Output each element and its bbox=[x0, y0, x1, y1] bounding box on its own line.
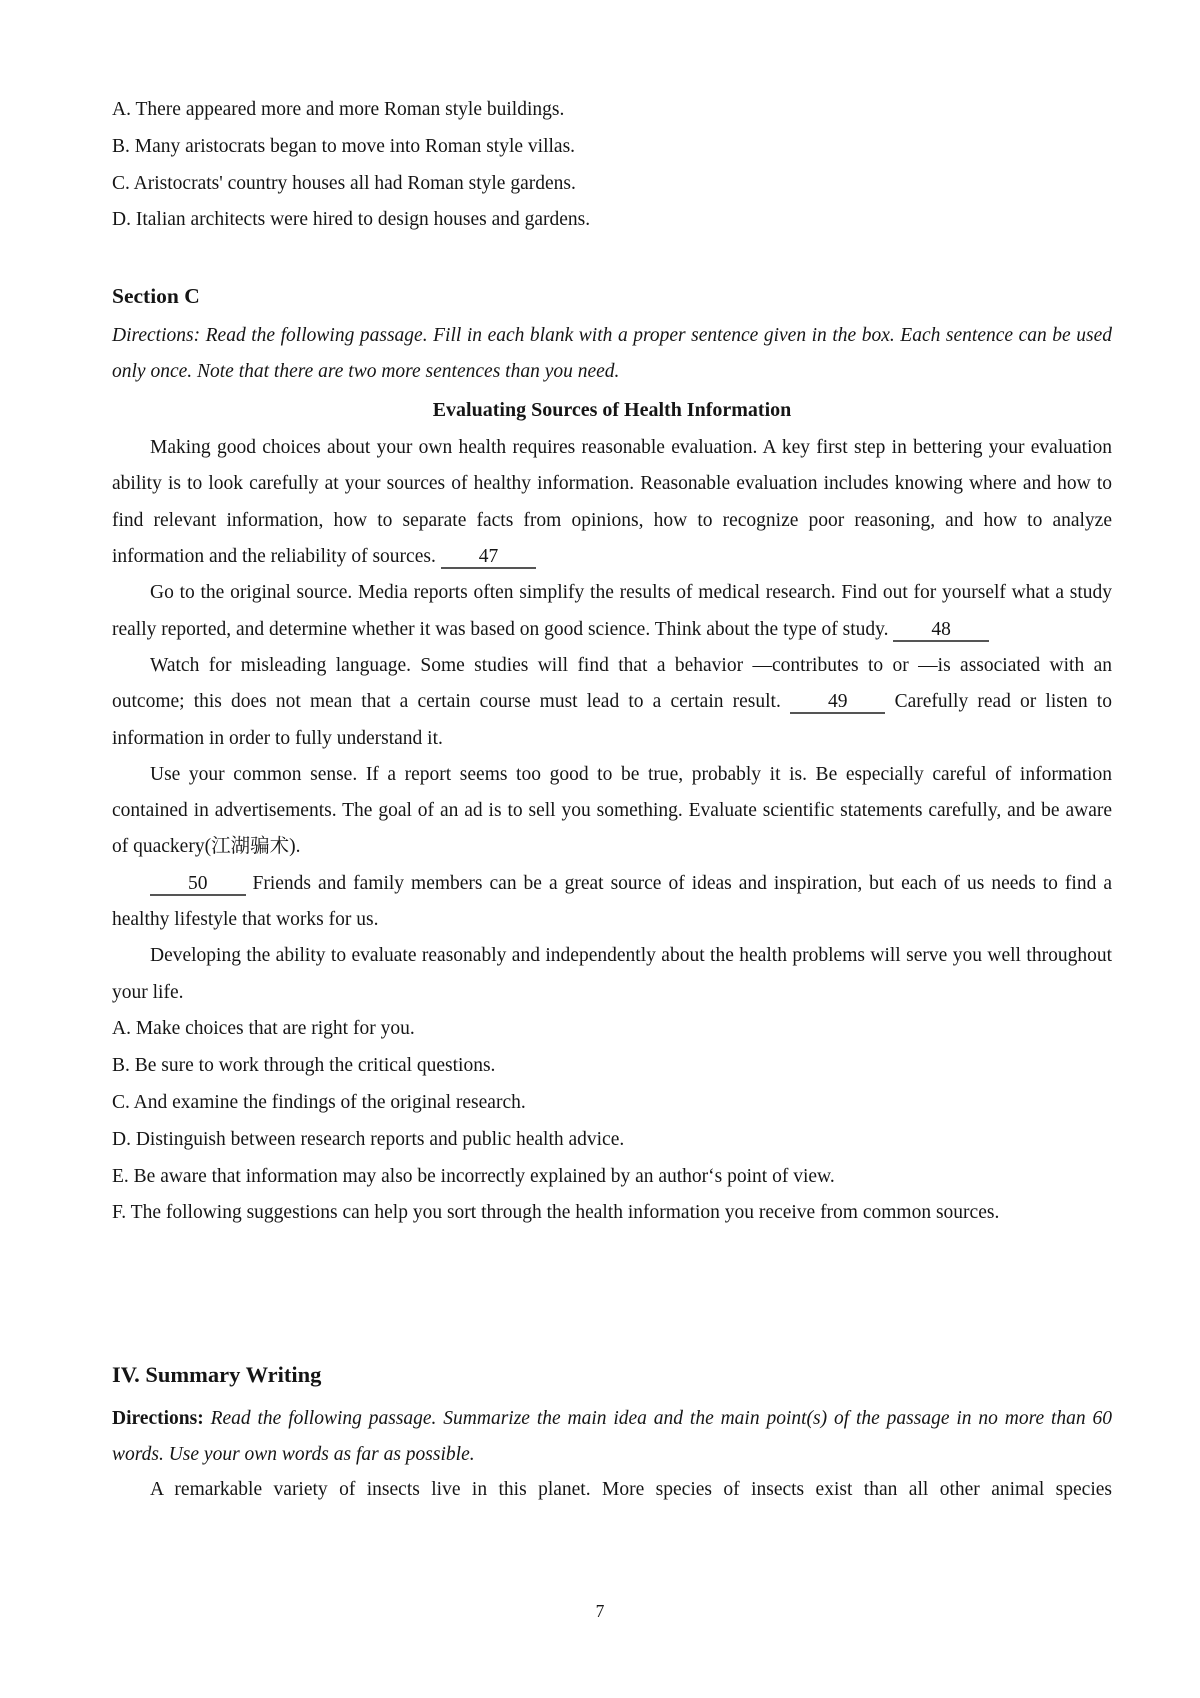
blank-50: 50 bbox=[150, 873, 246, 896]
sentence-option-f: F. The following suggestions can help you sort through the health information you receive from common sources. bbox=[112, 1202, 1000, 1224]
passage-paragraph-2 bbox=[112, 575, 1112, 648]
passage-title: Evaluating Sources of Health Information bbox=[432, 399, 792, 422]
passage-paragraph-3 bbox=[112, 648, 1112, 757]
section-c-heading: Section C bbox=[112, 284, 200, 309]
section-c-directions: Directions: Read the following passage. Fill in each blank with a proper sentence given in the box. Each sentence can be used only once. Note that there are two more sentences than you need. bbox=[112, 325, 1112, 382]
passage-paragraph-5 bbox=[112, 866, 1112, 939]
passage-paragraph-6 bbox=[112, 938, 1112, 1011]
directions-text: Read the following passage. Summarize the main idea and the main point(s) of the passage in no more than 60 words. Use your own words as far as possible. bbox=[112, 1408, 1112, 1465]
option-a: A. There appeared more and more Roman style buildings. bbox=[112, 99, 565, 120]
summary-writing-directions bbox=[112, 1401, 1112, 1472]
sentence-option-b: B. Be sure to work through the critical questions. bbox=[112, 1054, 496, 1076]
summary-passage-first-line: A remarkable variety of insects live in this planet. More species of insects exist than all other animal species bbox=[150, 1479, 1112, 1501]
passage-paragraph-4 bbox=[112, 757, 1112, 866]
sentence-option-c: C. And examine the findings of the original research. bbox=[112, 1091, 526, 1113]
option-b: B. Many aristocrats began to move into Roman style villas. bbox=[112, 135, 576, 157]
directions-label: Directions: bbox=[112, 1408, 204, 1430]
option-c: C. Aristocrats' country houses all had Roman style gardens. bbox=[112, 172, 576, 194]
paragraph-text: Go to the original source. Media reports often simplify the results of medical research. Find out for yourself what a study really reported, and determine whether it was based on good science. Think about the type of study. bbox=[112, 582, 1112, 640]
blank-47: 47 bbox=[441, 546, 537, 569]
paragraph-text: Developing the ability to evaluate reasonably and independently about the health problems will serve you well throughout your life. bbox=[112, 945, 1112, 1003]
passage-paragraph-1 bbox=[112, 430, 1112, 575]
blank-48: 48 bbox=[893, 619, 989, 642]
sentence-option-d: D. Distinguish between research reports and public health advice. bbox=[112, 1128, 625, 1150]
page-number: 7 bbox=[595, 1601, 605, 1621]
paragraph-text: Watch for misleading language. Some studies will find that a behavior —contributes to or —is associated with an outcome; this does not mean that a certain course must lead to a certain result. bbox=[112, 654, 1112, 713]
previous-question-options bbox=[112, 92, 1112, 239]
paragraph-text: Making good choices about your own health requires reasonable evaluation. A key first step in bettering your evaluation ability is to look carefully at your sources of healthy information. Reasonable evaluation includes knowing where and how to find relevant information, how to separate facts from opinions, how to recognize poor reasoning, and how to analyze information and the reliability of sources. bbox=[112, 437, 1112, 568]
summary-writing-heading: IV. Summary Writing bbox=[112, 1362, 322, 1388]
paragraph-text: Carefully read or listen to information in order to fully understand it. bbox=[112, 691, 1112, 749]
passage-body bbox=[112, 430, 1112, 1011]
option-d: D. Italian architects were hired to design houses and gardens. bbox=[112, 209, 591, 231]
paragraph-text: Use your common sense. If a report seems too good to be true, probably it is. Be especially careful of information contained in advertisements. The goal of an ad is to sell you something. Evaluate scientific statements carefully, and be aware of quackery(江湖骗术). bbox=[112, 763, 1112, 858]
sentence-options-list bbox=[112, 1011, 1112, 1232]
sentence-option-a: A. Make choices that are right for you. bbox=[112, 1017, 415, 1039]
sentence-option-e: E. Be aware that information may also be incorrectly explained by an author‘s point of view. bbox=[112, 1165, 835, 1187]
blank-49: 49 bbox=[790, 691, 886, 714]
paragraph-text: Friends and family members can be a great source of ideas and inspiration, but each of us needs to find a healthy lifestyle that works for us. bbox=[112, 872, 1112, 931]
